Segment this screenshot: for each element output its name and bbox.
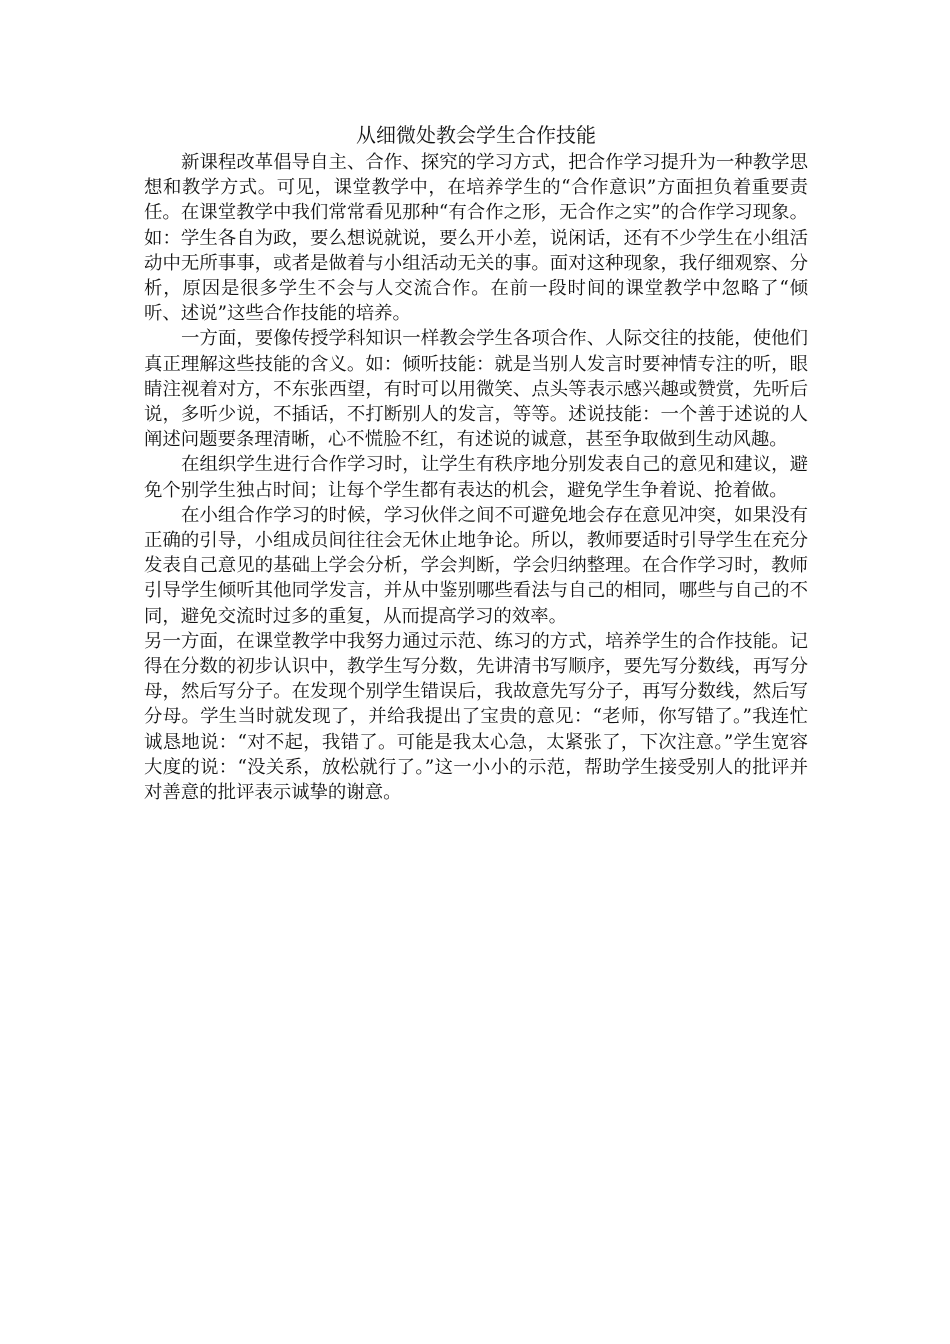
paragraph-2: 一方面，要像传授学科知识一样教会学生各项合作、人际交往的技能，使他们真正理解这些技能的含义。如：倾听技能：就是当别人发言时要神情专注的听，眼睛注视着对方，不东张西望，有时可以用微笑、点头等表示感兴趣或赞赏，先听后说，多听少说，不插话，不打断别人的发言，等等。述说技能：一个善于述说的人阐述问题要条理清晰，心不慌脸不红，有述说的诚意，甚至争取做到生动风趣。 xyxy=(144,328,808,451)
paragraph-4: 在小组合作学习的时候，学习伙伴之间不可避免地会存在意见冲突，如果没有正确的引导，小组成员间往往会无休止地争论。所以，教师要适时引导学生在充分发表自己意见的基础上学会分析，学会判断，学会归纳整理。在合作学习时，教师引导学生倾听其他同学发言，并从中鉴别哪些看法与自己的相同，哪些与自己的不同，避免交流时过多的重复，从而提高学习的效率。 xyxy=(144,504,808,627)
document-title: 从细微处教会学生合作技能 xyxy=(356,123,596,147)
paragraph-1: 新课程改革倡导自主、合作、探究的学习方式，把合作学习提升为一种教学思想和教学方式。可见，课堂教学中，在培养学生的“合作意识”方面担负着重要责任。在课堂教学中我们常常看见那种“有合作之形，无合作之实”的合作学习现象。如：学生各自为政，要么想说就说，要么开小差，说闲话，还有不少学生在小组活动中无所事事，或者是做着与小组活动无关的事。面对这种现象，我仔细观察、分析，原因是很多学生不会与人交流合作。在前一段时间的课堂教学中忽略了“倾听、述说”这些合作技能的培养。 xyxy=(144,152,808,325)
document-page xyxy=(144,120,808,805)
paragraph-5: 另一方面，在课堂教学中我努力通过示范、练习的方式，培养学生的合作技能。记得在分数的初步认识中，教学生写分数，先讲清书写顺序，要先写分数线，再写分母，然后写分子。在发现个别学生错误后，我故意先写分子，再写分数线，然后写分母。学生当时就发现了，并给我提出了宝贵的意见：“老师，你写错了。”我连忙诚恳地说：“对不起，我错了。可能是我太心急，太紧张了，下次注意。”学生宽容大度的说：“没关系，放松就行了。”这一小小的示范，帮助学生接受别人的批评并对善意的批评表示诚挚的谢意。 xyxy=(144,630,808,804)
paragraph-3: 在组织学生进行合作学习时，让学生有秩序地分别发表自己的意见和建议，避免个别学生独占时间；让每个学生都有表达的机会，避免学生争着说、抢着做。 xyxy=(144,454,808,501)
